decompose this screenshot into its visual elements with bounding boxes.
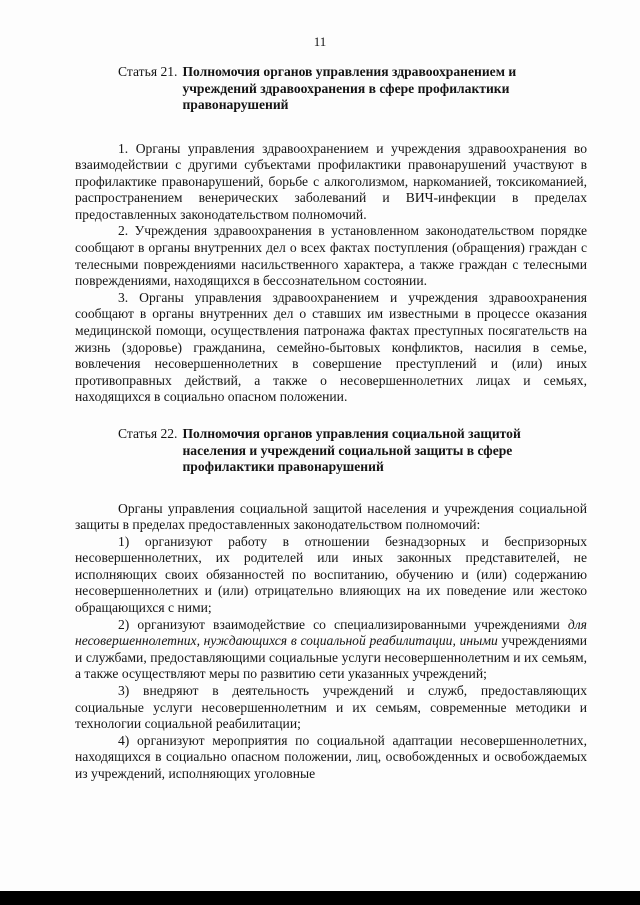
article-22-title: Полномочия органов управления социальной защитой населения и учреждений социальной защиты в сфере профилактики правонарушений	[182, 426, 521, 474]
article-21-paragraph-3: 3. Органы управления здравоохранением и учреждения здравоохранения сообщают в органы внутренних дел о ставших им известными в процессе оказания медицинской помощи, осуществления патронажа фактах преступных посягательств на жизнь (здоровье) гражданина, семейно-бытовых конфликтов, насилия в семье, вовлечения несовершеннолетних в совершение преступлений и (или) иных противоправных действий, а также о несовершеннолетних лицах и семьях, находящихся в социально опасном положении.	[75, 289, 587, 405]
article-21-title: Полномочия органов управления здравоохранением и учреждений здравоохранения в сфере профилактики правонарушений	[182, 64, 517, 112]
article-21-paragraph-2: 2. Учреждения здравоохранения в установленном законодательством порядке сообщают в органы внутренних дел о всех фактах поступления (обращения) граждан с телесными повреждениями насильственного характера, а также граждан с телесными повреждениями, находящихся в бессознательном состоянии.	[75, 223, 587, 289]
article-22-body	[75, 501, 587, 783]
article-22-item-2-italic: для несовершеннолетних, нуждающихся в социальной реабилитации, иными	[75, 616, 587, 649]
article-22-item-3: 3) внедряют в деятельность учреждений и служб, предоставляющих социальные услуги несовершеннолетним и их семьям, современные методики и технологии социальной реабилитации;	[75, 683, 587, 732]
article-22-item-4: 4) организуют мероприятия по социальной адаптации несовершеннолетних, находящихся в социально опасном положении, лиц, освобожденных и освобождаемых из учреждений, исполняющих уголовные	[75, 732, 587, 781]
article-22-item-2	[75, 617, 587, 683]
article-22-heading	[118, 426, 567, 476]
article-21-body	[75, 141, 587, 407]
article-21-heading	[118, 64, 567, 114]
article-22-item-1: 1) организуют работу в отношении безнадзорных и беспризорных несовершеннолетних, их родителей или иных законных представителей, не исполняющих своих обязанностей по воспитанию, обучению и (или) содержанию несовершеннолетних и (или) отрицательно влияющих на их поведение или жестоко обращающихся с ними;	[75, 533, 587, 616]
page-number: 11	[313, 34, 327, 49]
page-content	[75, 64, 587, 783]
article-21-label: Статья 21.	[118, 64, 178, 79]
article-22-intro: Органы управления социальной защитой населения и учреждения социальной защиты в пределах предоставленных законодательством полномочий:	[75, 500, 587, 533]
article-22-item-2-end: учреждениями и службами, предоставляющими социальные услуги несовершеннолетним и их семьям, а также осуществляют меры по развитию сети указанных учреждений;	[75, 633, 587, 682]
article-21-paragraph-1: 1. Органы управления здравоохранением и учреждения здравоохранения во взаимодействии с другими субъектами профилактики правонарушений участвуют в профилактике правонарушений, борьбе с алкоголизмом, наркоманией, токсикоманией, распространением венерических заболеваний и ВИЧ-инфекции в пределах предоставленных законодательством полномочий.	[75, 140, 587, 222]
article-22-item-2-start: 2) организуют взаимодействие со специализированными учреждениями	[118, 616, 568, 632]
article-22-label: Статья 22.	[118, 426, 178, 441]
scan-bottom-border	[0, 891, 640, 905]
